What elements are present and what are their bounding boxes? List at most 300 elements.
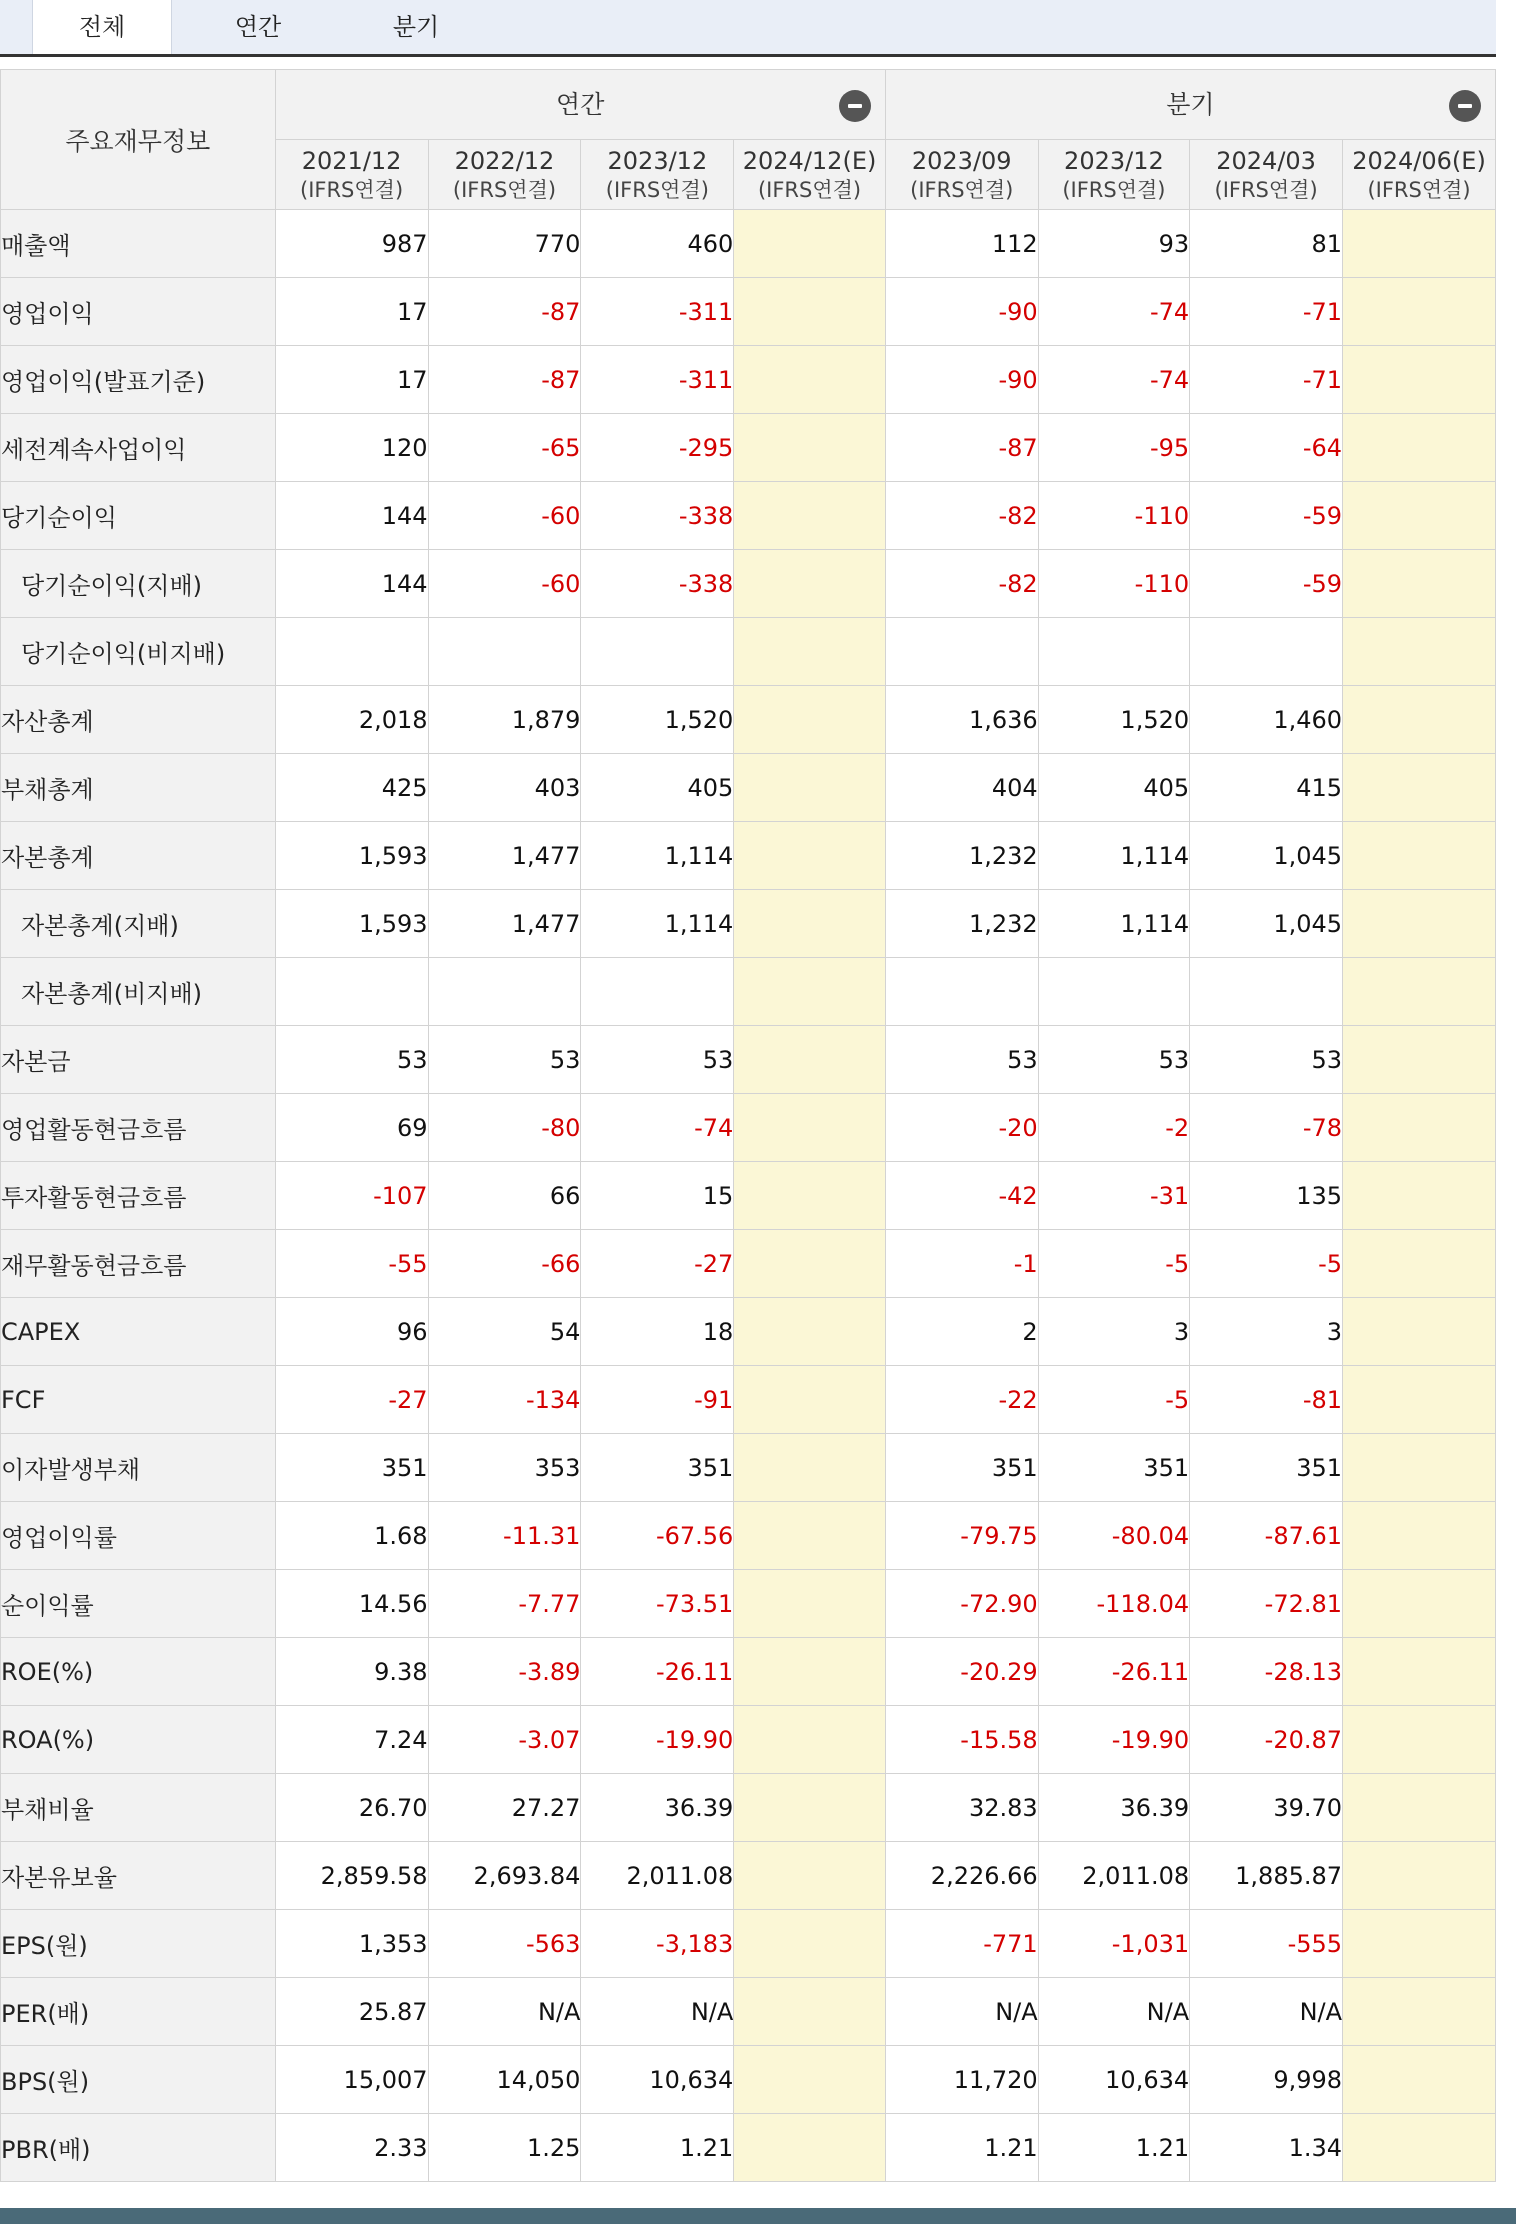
value-cell bbox=[1343, 618, 1496, 686]
value-cell: -87 bbox=[428, 278, 581, 346]
value-cell bbox=[734, 550, 885, 618]
financial-summary-table bbox=[0, 69, 1496, 2182]
value-cell bbox=[581, 958, 734, 1026]
row-label: 자본총계(지배) bbox=[1, 890, 276, 958]
table-row bbox=[1, 1842, 1496, 1910]
value-cell: -82 bbox=[885, 482, 1038, 550]
value-cell: 2,859.58 bbox=[275, 1842, 428, 1910]
value-cell: -67.56 bbox=[581, 1502, 734, 1570]
value-cell: 353 bbox=[428, 1434, 581, 1502]
value-cell: 1.25 bbox=[428, 2114, 581, 2182]
value-cell: 18 bbox=[581, 1298, 734, 1366]
value-cell: -311 bbox=[581, 346, 734, 414]
table-row bbox=[1, 550, 1496, 618]
tab-all[interactable]: 전체 bbox=[32, 0, 172, 54]
value-cell: 770 bbox=[428, 210, 581, 278]
value-cell: 1,114 bbox=[581, 890, 734, 958]
value-cell: 32.83 bbox=[885, 1774, 1038, 1842]
value-cell: 1,520 bbox=[581, 686, 734, 754]
value-cell bbox=[734, 686, 885, 754]
table-row bbox=[1, 1230, 1496, 1298]
value-cell: 25.87 bbox=[275, 1978, 428, 2046]
table-row bbox=[1, 890, 1496, 958]
value-cell: -91 bbox=[581, 1366, 734, 1434]
value-cell bbox=[734, 414, 885, 482]
value-cell: 53 bbox=[581, 1026, 734, 1094]
period-date: 2023/12 bbox=[1064, 146, 1164, 175]
value-cell bbox=[1343, 210, 1496, 278]
value-cell bbox=[1343, 822, 1496, 890]
value-cell: 1.21 bbox=[581, 2114, 734, 2182]
period-date: 2023/12 bbox=[607, 146, 708, 175]
value-cell: -118.04 bbox=[1038, 1570, 1189, 1638]
value-cell: -73.51 bbox=[581, 1570, 734, 1638]
value-cell: -555 bbox=[1190, 1910, 1343, 1978]
row-label: 자산총계 bbox=[1, 686, 276, 754]
value-cell: 36.39 bbox=[581, 1774, 734, 1842]
value-cell bbox=[734, 278, 885, 346]
value-cell bbox=[734, 1366, 885, 1434]
value-cell: -95 bbox=[1038, 414, 1189, 482]
value-cell: -72.81 bbox=[1190, 1570, 1343, 1638]
value-cell: -563 bbox=[428, 1910, 581, 1978]
table-row bbox=[1, 278, 1496, 346]
row-label: EPS(원) bbox=[1, 1910, 276, 1978]
value-cell bbox=[1343, 1706, 1496, 1774]
value-cell bbox=[1343, 1366, 1496, 1434]
value-cell bbox=[734, 1842, 885, 1910]
value-cell: 1,885.87 bbox=[1190, 1842, 1343, 1910]
value-cell: -19.90 bbox=[581, 1706, 734, 1774]
value-cell: -59 bbox=[1190, 482, 1343, 550]
value-cell: -19.90 bbox=[1038, 1706, 1189, 1774]
row-label: 세전계속사업이익 bbox=[1, 414, 276, 482]
value-cell: 14.56 bbox=[275, 1570, 428, 1638]
value-cell bbox=[1343, 1502, 1496, 1570]
value-cell: 1,520 bbox=[1038, 686, 1189, 754]
value-cell: 351 bbox=[275, 1434, 428, 1502]
value-cell: -338 bbox=[581, 550, 734, 618]
value-cell bbox=[1343, 1842, 1496, 1910]
row-label: 영업이익률 bbox=[1, 1502, 276, 1570]
value-cell: 26.70 bbox=[275, 1774, 428, 1842]
value-cell bbox=[734, 754, 885, 822]
value-cell bbox=[1343, 754, 1496, 822]
table-row bbox=[1, 1638, 1496, 1706]
value-cell bbox=[734, 822, 885, 890]
value-cell bbox=[734, 2114, 885, 2182]
table-row bbox=[1, 1774, 1496, 1842]
value-cell: 39.70 bbox=[1190, 1774, 1343, 1842]
value-cell bbox=[885, 958, 1038, 1026]
value-cell: 1,232 bbox=[885, 822, 1038, 890]
value-cell: -3,183 bbox=[581, 1910, 734, 1978]
value-cell: 351 bbox=[885, 1434, 1038, 1502]
value-cell: -1 bbox=[885, 1230, 1038, 1298]
value-cell bbox=[734, 1706, 885, 1774]
table-row bbox=[1, 958, 1496, 1026]
value-cell bbox=[734, 1570, 885, 1638]
period-date: 2024/12(E) bbox=[742, 146, 877, 175]
row-label: 부채총계 bbox=[1, 754, 276, 822]
table-row bbox=[1, 686, 1496, 754]
value-cell bbox=[1343, 482, 1496, 550]
period-header bbox=[581, 140, 734, 210]
value-cell bbox=[1038, 958, 1189, 1026]
period-date: 2023/09 bbox=[911, 146, 1012, 175]
value-cell bbox=[734, 1162, 885, 1230]
period-basis: (IFRS연결) bbox=[1214, 177, 1318, 202]
value-cell bbox=[734, 210, 885, 278]
row-label: 자본총계(비지배) bbox=[1, 958, 276, 1026]
value-cell: -110 bbox=[1038, 550, 1189, 618]
value-cell: 10,634 bbox=[1038, 2046, 1189, 2114]
tab-bar bbox=[0, 0, 1496, 57]
value-cell: 987 bbox=[275, 210, 428, 278]
value-cell bbox=[1343, 1026, 1496, 1094]
table-row bbox=[1, 822, 1496, 890]
row-label: 당기순이익 bbox=[1, 482, 276, 550]
table-row bbox=[1, 1162, 1496, 1230]
value-cell bbox=[734, 346, 885, 414]
value-cell: 1,114 bbox=[1038, 822, 1189, 890]
row-label: ROE(%) bbox=[1, 1638, 276, 1706]
value-cell: N/A bbox=[428, 1978, 581, 2046]
value-cell bbox=[734, 1298, 885, 1366]
header-label: 주요재무정보 bbox=[1, 70, 276, 210]
value-cell: 351 bbox=[581, 1434, 734, 1502]
row-label: 영업활동현금흐름 bbox=[1, 1094, 276, 1162]
row-label: 영업이익 bbox=[1, 278, 276, 346]
value-cell bbox=[1343, 890, 1496, 958]
table-row bbox=[1, 1910, 1496, 1978]
value-cell: 135 bbox=[1190, 1162, 1343, 1230]
value-cell: 53 bbox=[885, 1026, 1038, 1094]
value-cell: -5 bbox=[1190, 1230, 1343, 1298]
value-cell: 1,477 bbox=[428, 890, 581, 958]
value-cell: 1,045 bbox=[1190, 822, 1343, 890]
tab-quarterly[interactable]: 분기 bbox=[392, 13, 440, 41]
value-cell bbox=[581, 618, 734, 686]
value-cell: -81 bbox=[1190, 1366, 1343, 1434]
value-cell bbox=[1343, 1298, 1496, 1366]
period-basis: (IFRS연결) bbox=[1062, 177, 1166, 202]
taskbar-strip bbox=[0, 2208, 1516, 2224]
value-cell bbox=[1343, 414, 1496, 482]
value-cell: -74 bbox=[1038, 346, 1189, 414]
value-cell: 53 bbox=[428, 1026, 581, 1094]
period-basis: (IFRS연결) bbox=[605, 177, 709, 202]
collapse-quarterly-icon[interactable] bbox=[1449, 90, 1481, 122]
value-cell: 96 bbox=[275, 1298, 428, 1366]
table-row bbox=[1, 210, 1496, 278]
row-label: 영업이익(발표기준) bbox=[1, 346, 276, 414]
value-cell: -87 bbox=[428, 346, 581, 414]
value-cell: -74 bbox=[1038, 278, 1189, 346]
value-cell: 9,998 bbox=[1190, 2046, 1343, 2114]
value-cell bbox=[1343, 1434, 1496, 1502]
table-row bbox=[1, 346, 1496, 414]
value-cell: -65 bbox=[428, 414, 581, 482]
row-label: 당기순이익(지배) bbox=[1, 550, 276, 618]
value-cell: -64 bbox=[1190, 414, 1343, 482]
value-cell bbox=[734, 482, 885, 550]
row-label: 자본금 bbox=[1, 1026, 276, 1094]
value-cell: -20.29 bbox=[885, 1638, 1038, 1706]
value-cell: -80.04 bbox=[1038, 1502, 1189, 1570]
value-cell bbox=[1343, 346, 1496, 414]
value-cell: -80 bbox=[428, 1094, 581, 1162]
value-cell: -11.31 bbox=[428, 1502, 581, 1570]
table-row bbox=[1, 1366, 1496, 1434]
value-cell bbox=[734, 1094, 885, 1162]
period-date: 2024/03 bbox=[1216, 146, 1316, 175]
period-basis: (IFRS연결) bbox=[757, 177, 862, 202]
value-cell: -60 bbox=[428, 482, 581, 550]
period-date: 2024/06(E) bbox=[1352, 146, 1486, 175]
value-cell bbox=[1343, 1094, 1496, 1162]
value-cell bbox=[885, 618, 1038, 686]
value-cell bbox=[275, 958, 428, 1026]
value-cell: 2,226.66 bbox=[885, 1842, 1038, 1910]
value-cell: 1,593 bbox=[275, 822, 428, 890]
value-cell: -66 bbox=[428, 1230, 581, 1298]
value-cell bbox=[734, 1230, 885, 1298]
table-row bbox=[1, 754, 1496, 822]
row-label: 순이익률 bbox=[1, 1570, 276, 1638]
value-cell bbox=[734, 1774, 885, 1842]
value-cell: 1.34 bbox=[1190, 2114, 1343, 2182]
value-cell: 2,011.08 bbox=[1038, 1842, 1189, 1910]
value-cell: -82 bbox=[885, 550, 1038, 618]
value-cell: -26.11 bbox=[1038, 1638, 1189, 1706]
value-cell bbox=[734, 618, 885, 686]
value-cell: -20 bbox=[885, 1094, 1038, 1162]
value-cell: 1,114 bbox=[581, 822, 734, 890]
value-cell: N/A bbox=[1190, 1978, 1343, 2046]
value-cell bbox=[1343, 1230, 1496, 1298]
row-label: 당기순이익(비지배) bbox=[1, 618, 276, 686]
value-cell: 112 bbox=[885, 210, 1038, 278]
period-header bbox=[885, 140, 1038, 210]
table-row bbox=[1, 1026, 1496, 1094]
group-header-annual bbox=[275, 70, 885, 140]
value-cell: 351 bbox=[1190, 1434, 1343, 1502]
value-cell: -22 bbox=[885, 1366, 1038, 1434]
value-cell: -134 bbox=[428, 1366, 581, 1434]
value-cell: 1.21 bbox=[1038, 2114, 1189, 2182]
value-cell: -110 bbox=[1038, 482, 1189, 550]
value-cell bbox=[1343, 1638, 1496, 1706]
value-cell bbox=[1343, 278, 1496, 346]
table-row bbox=[1, 1502, 1496, 1570]
value-cell: 403 bbox=[428, 754, 581, 822]
value-cell: -60 bbox=[428, 550, 581, 618]
value-cell bbox=[1190, 618, 1343, 686]
value-cell: 144 bbox=[275, 482, 428, 550]
value-cell: 2,011.08 bbox=[581, 1842, 734, 1910]
value-cell bbox=[428, 618, 581, 686]
tab-annual[interactable]: 연간 bbox=[234, 13, 282, 41]
value-cell: 54 bbox=[428, 1298, 581, 1366]
value-cell: -771 bbox=[885, 1910, 1038, 1978]
period-date: 2022/12 bbox=[454, 146, 555, 175]
value-cell bbox=[1343, 1162, 1496, 1230]
period-header bbox=[1038, 140, 1189, 210]
value-cell: 405 bbox=[1038, 754, 1189, 822]
value-cell: 53 bbox=[275, 1026, 428, 1094]
value-cell bbox=[734, 890, 885, 958]
value-cell: -87.61 bbox=[1190, 1502, 1343, 1570]
value-cell: -15.58 bbox=[885, 1706, 1038, 1774]
value-cell: 120 bbox=[275, 414, 428, 482]
value-cell: -74 bbox=[581, 1094, 734, 1162]
value-cell bbox=[1343, 1910, 1496, 1978]
value-cell: 404 bbox=[885, 754, 1038, 822]
value-cell: -87 bbox=[885, 414, 1038, 482]
value-cell: 144 bbox=[275, 550, 428, 618]
value-cell: 2.33 bbox=[275, 2114, 428, 2182]
value-cell: -90 bbox=[885, 278, 1038, 346]
value-cell: -79.75 bbox=[885, 1502, 1038, 1570]
value-cell: -311 bbox=[581, 278, 734, 346]
value-cell bbox=[275, 618, 428, 686]
period-basis: (IFRS연결) bbox=[300, 177, 404, 202]
value-cell: 3 bbox=[1190, 1298, 1343, 1366]
group-annual-label: 연간 bbox=[556, 90, 605, 119]
value-cell bbox=[1343, 686, 1496, 754]
value-cell: 1,636 bbox=[885, 686, 1038, 754]
value-cell: 17 bbox=[275, 278, 428, 346]
period-header bbox=[428, 140, 581, 210]
row-label: 자본유보율 bbox=[1, 1842, 276, 1910]
value-cell: -59 bbox=[1190, 550, 1343, 618]
value-cell: 53 bbox=[1190, 1026, 1343, 1094]
table-row bbox=[1, 1570, 1496, 1638]
value-cell: -72.90 bbox=[885, 1570, 1038, 1638]
table-row bbox=[1, 1706, 1496, 1774]
value-cell: 15 bbox=[581, 1162, 734, 1230]
row-label: FCF bbox=[1, 1366, 276, 1434]
value-cell: 36.39 bbox=[1038, 1774, 1189, 1842]
row-label: BPS(원) bbox=[1, 2046, 276, 2114]
value-cell: 27.27 bbox=[428, 1774, 581, 1842]
row-label: 재무활동현금흐름 bbox=[1, 1230, 276, 1298]
value-cell: -5 bbox=[1038, 1230, 1189, 1298]
value-cell bbox=[1343, 2114, 1496, 2182]
value-cell: -28.13 bbox=[1190, 1638, 1343, 1706]
table-row bbox=[1, 618, 1496, 686]
value-cell: 2 bbox=[885, 1298, 1038, 1366]
value-cell: N/A bbox=[1038, 1978, 1189, 2046]
value-cell: 2,018 bbox=[275, 686, 428, 754]
period-header bbox=[1343, 140, 1496, 210]
table-row bbox=[1, 1094, 1496, 1162]
value-cell bbox=[734, 1638, 885, 1706]
value-cell: 415 bbox=[1190, 754, 1343, 822]
value-cell: 11,720 bbox=[885, 2046, 1038, 2114]
value-cell: -2 bbox=[1038, 1094, 1189, 1162]
value-cell: -3.07 bbox=[428, 1706, 581, 1774]
value-cell bbox=[428, 958, 581, 1026]
table-row bbox=[1, 414, 1496, 482]
period-basis: (IFRS연결) bbox=[910, 177, 1014, 202]
value-cell bbox=[1343, 1774, 1496, 1842]
value-cell: 3 bbox=[1038, 1298, 1189, 1366]
row-label: 부채비율 bbox=[1, 1774, 276, 1842]
value-cell bbox=[1190, 958, 1343, 1026]
value-cell bbox=[1343, 958, 1496, 1026]
value-cell: 351 bbox=[1038, 1434, 1189, 1502]
value-cell: 425 bbox=[275, 754, 428, 822]
value-cell: 81 bbox=[1190, 210, 1343, 278]
collapse-annual-icon[interactable] bbox=[839, 90, 871, 122]
value-cell: -107 bbox=[275, 1162, 428, 1230]
value-cell: 1.68 bbox=[275, 1502, 428, 1570]
value-cell: -26.11 bbox=[581, 1638, 734, 1706]
value-cell: 1,045 bbox=[1190, 890, 1343, 958]
table-row bbox=[1, 1298, 1496, 1366]
value-cell: 1,460 bbox=[1190, 686, 1343, 754]
value-cell: 2,693.84 bbox=[428, 1842, 581, 1910]
period-header bbox=[1190, 140, 1343, 210]
period-basis: (IFRS연결) bbox=[452, 177, 557, 202]
value-cell: 10,634 bbox=[581, 2046, 734, 2114]
row-label: PBR(배) bbox=[1, 2114, 276, 2182]
value-cell: -3.89 bbox=[428, 1638, 581, 1706]
value-cell bbox=[1343, 1978, 1496, 2046]
table-row bbox=[1, 1978, 1496, 2046]
value-cell: -31 bbox=[1038, 1162, 1189, 1230]
value-cell bbox=[1343, 550, 1496, 618]
value-cell: 1,353 bbox=[275, 1910, 428, 1978]
value-cell bbox=[1343, 1570, 1496, 1638]
value-cell: -20.87 bbox=[1190, 1706, 1343, 1774]
value-cell: N/A bbox=[885, 1978, 1038, 2046]
row-label: PER(배) bbox=[1, 1978, 276, 2046]
value-cell: 15,007 bbox=[275, 2046, 428, 2114]
value-cell bbox=[734, 1026, 885, 1094]
value-cell: N/A bbox=[581, 1978, 734, 2046]
table-row bbox=[1, 1434, 1496, 1502]
value-cell: 460 bbox=[581, 210, 734, 278]
value-cell: 9.38 bbox=[275, 1638, 428, 1706]
value-cell: -78 bbox=[1190, 1094, 1343, 1162]
value-cell: 14,050 bbox=[428, 2046, 581, 2114]
value-cell: 7.24 bbox=[275, 1706, 428, 1774]
value-cell: 1,232 bbox=[885, 890, 1038, 958]
row-label: 투자활동현금흐름 bbox=[1, 1162, 276, 1230]
value-cell bbox=[734, 1978, 885, 2046]
value-cell: -5 bbox=[1038, 1366, 1189, 1434]
row-label: 자본총계 bbox=[1, 822, 276, 890]
value-cell: -42 bbox=[885, 1162, 1038, 1230]
value-cell: 66 bbox=[428, 1162, 581, 1230]
row-label: ROA(%) bbox=[1, 1706, 276, 1774]
value-cell: -295 bbox=[581, 414, 734, 482]
group-quarterly-label: 분기 bbox=[1166, 90, 1215, 119]
table-row bbox=[1, 2046, 1496, 2114]
value-cell bbox=[1038, 618, 1189, 686]
value-cell: 69 bbox=[275, 1094, 428, 1162]
value-cell bbox=[734, 1502, 885, 1570]
value-cell bbox=[1343, 2046, 1496, 2114]
value-cell bbox=[734, 1434, 885, 1502]
group-header-quarterly bbox=[885, 70, 1495, 140]
row-label: 이자발생부채 bbox=[1, 1434, 276, 1502]
value-cell: -71 bbox=[1190, 346, 1343, 414]
period-header bbox=[275, 140, 428, 210]
